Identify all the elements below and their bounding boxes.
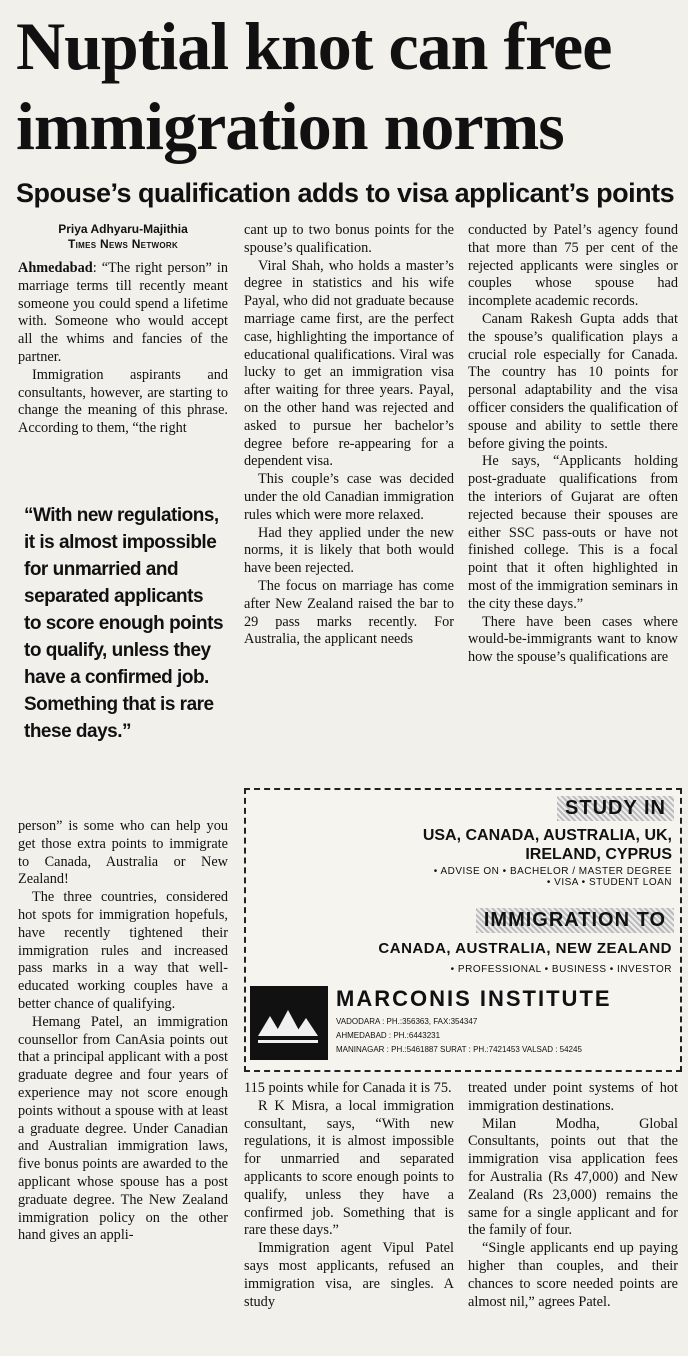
ad-address-2: AHMEDABAD : PH.:6443231 [336, 1031, 441, 1040]
paragraph: cant up to two bonus points for the spouse’s qualification. [244, 222, 454, 256]
headline-line-2: immigration norms [16, 88, 564, 164]
article-column-1-bottom [18, 818, 228, 1245]
paragraph: Canam Rakesh Gupta adds that the spouse’s qualification plays a crucial role especially for Canada. The country has 10 points for personal adaptability and the visa officer considers the qualification of spouse and ability to settle there before giving the points. [468, 310, 678, 452]
paragraph: Immigration agent Vipul Patel says most applicants, refused an immigration visa, are singles. A study [244, 1240, 454, 1310]
dateline: Ahmedabad [18, 260, 93, 276]
paragraph: The focus on marriage has come after New Zealand raised the bar to 29 pass marks recently. For Australia, the applicant needs [244, 577, 454, 648]
ad-study-services-line-2: • VISA • STUDENT LOAN [546, 877, 672, 888]
ad-address-3: MANINAGAR : PH.:5461887 SURAT : PH.:7421453 VALSAD : 54245 [336, 1045, 582, 1054]
paragraph: 115 points while for Canada it is 75. [244, 1080, 452, 1096]
ad-study-countries-line-2: IRELAND, CYPRUS [525, 846, 672, 863]
institute-logo [250, 986, 328, 1060]
ad-immigration-countries: CANADA, AUSTRALIA, NEW ZEALAND [378, 940, 672, 957]
paragraph-text: : “The right person” in marriage terms till recently meant someone you could spend a lifetime with. Someone who would accept all the whims and fancies of the partner. [18, 260, 228, 365]
logo-graphic-icon [250, 986, 328, 1060]
advertisement [244, 788, 682, 1072]
paragraph: conducted by Patel’s agency found that more than 75 per cent of the rejected applicants were singles or couples whose spouse had incomplete academic records. [468, 222, 678, 310]
article-column-2-bottom [244, 1080, 454, 1311]
byline-author: Priya Adhyaru-Majithia [58, 222, 188, 236]
ad-study-countries-line-1: USA, CANADA, AUSTRALIA, UK, [422, 827, 672, 844]
paragraph: R K Misra, a local immigration consultant, says, “With new regulations, it is almost impossible for unmarried and separated applicants to score enough points to qualify, unless they have a confirmed job. Something that is rare these days.” [244, 1097, 454, 1239]
paragraph: treated under point systems of hot immigration destinations. [468, 1080, 678, 1114]
headline-line-1: Nuptial knot can free [16, 8, 612, 84]
paragraph: “Single applicants end up paying higher than couples, and their chances to score needed points are almost nil,” agrees Patel. [468, 1240, 678, 1310]
ad-institute-name: MARCONIS INSTITUTE [336, 986, 612, 1011]
ad-immigration-services: • PROFESSIONAL • BUSINESS • INVESTOR [450, 964, 672, 975]
paragraph: This couple’s case was decided under the old Canadian immigration rules which were more relaxed. [244, 471, 454, 523]
paragraph: Milan Modha, Global Consultants, points out that the immigration visa application fees for Australia (Rs 47,000) and New Zealand (Rs 23,000) remains the same for a single applicant and for the family of four. [468, 1115, 678, 1239]
paragraph: Hemang Patel, an immigration counsellor from CanAsia points out that a principal applicant with a post graduate degree and four years of experience may not score enough points without a spouse with at least a graduate degree. Under Canadian and Australian immigration laws, five bonus points are awarded to the applicant whose spouse has a post graduate degree. The New Zealand immigration policy on the other hand gives an appli- [18, 1013, 228, 1244]
ad-immigration-banner: IMMIGRATION TO [476, 908, 674, 933]
paragraph [18, 260, 228, 367]
article-column-1-top [18, 222, 228, 438]
ad-address-1: VADODARA : PH.:356363, FAX:354347 [336, 1017, 478, 1026]
paragraph: There have been cases where would-be-immigrants want to know how the spouse’s qualifications are [468, 613, 678, 666]
byline [18, 222, 228, 252]
headline [16, 6, 676, 166]
article-column-3-top [468, 222, 678, 667]
paragraph: person” is some who can help you get those extra points to immigrate to Canada, Australia or New Zealand! [18, 818, 228, 888]
pull-quote: “With new regulations, it is almost impossible for unmarried and separated applicants to score enough points to qualify, unless they have a confirmed job. Something that is rare these days.” [24, 505, 224, 742]
ad-study-services-line-1: • ADVISE ON • BACHELOR / MASTER DEGREE [433, 866, 672, 877]
ad-study-banner: STUDY IN [557, 796, 674, 821]
paragraph: Had they applied under the new norms, it is likely that both would have been rejected. [244, 524, 454, 577]
paragraph: He says, “Applicants holding post-graduate qualifications from the interiors of Gujarat are often rejected because their spouses are either SSC pass-outs or have not finished college. This is a focal point that it often highlighted in most of the immigration seminars in the city these days.” [468, 453, 678, 612]
byline-org: Times News Network [67, 237, 179, 251]
subheadline: Spouse’s qualification adds to visa applicant’s points [16, 178, 675, 208]
ad-study-countries [423, 826, 672, 864]
paragraph: The three countries, considered hot spots for immigration hopefuls, have recently tightened their immigration rules and increased pass marks in a way that well-educated working couples have a better chance of qualifying. [18, 889, 228, 1012]
article-column-3-bottom [468, 1080, 678, 1311]
ad-study-services [434, 866, 672, 888]
paragraph: Immigration aspirants and consultants, however, are starting to change the meaning of this phrase. According to them, “the right [18, 366, 228, 437]
article-column-2-top [244, 222, 454, 649]
paragraph: Viral Shah, who holds a master’s degree in statistics and his wife Payal, who did not graduate because marriage came first, are the perfect case, highlighting the importance of educational qualifications. Viral was lucky to get an immigration visa after waiting for three years. Payal, on the other hand was rejected and asked to pursue her bachelor’s degree before re-appearing for a dependent visa. [244, 257, 454, 470]
